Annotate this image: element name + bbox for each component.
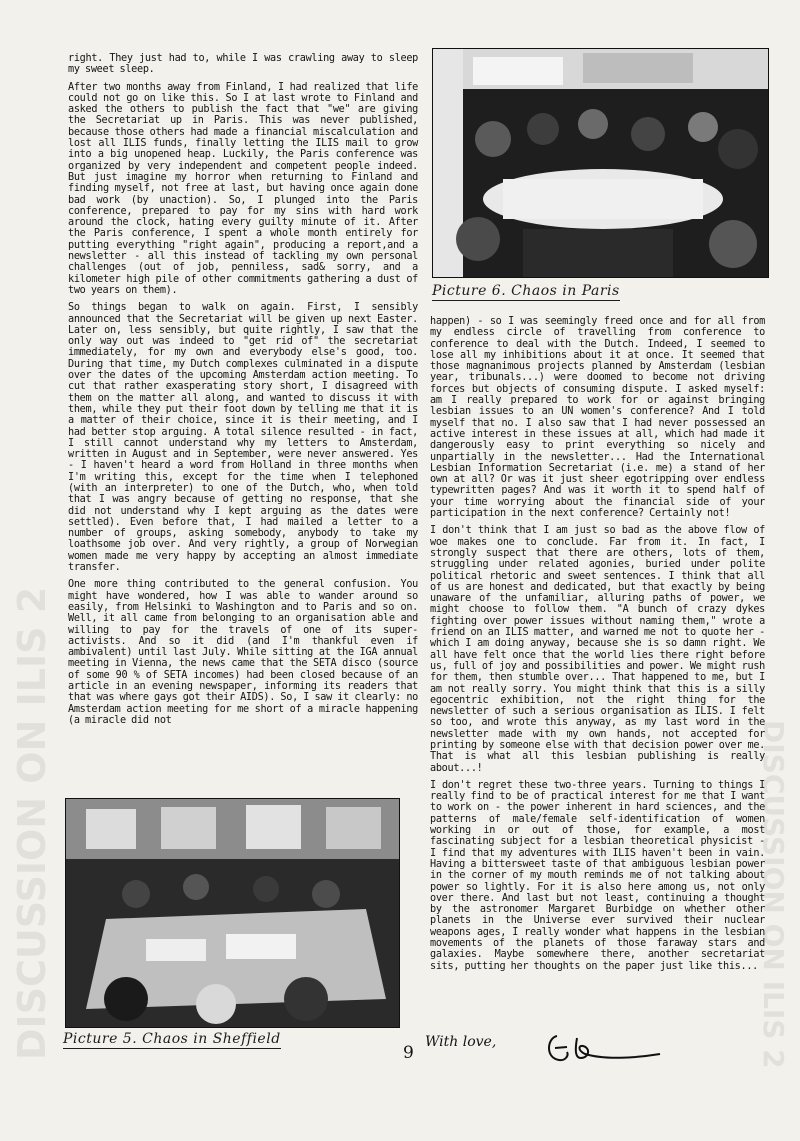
crowd-photo-sheffield — [66, 799, 399, 1027]
handwritten-signature — [545, 1028, 665, 1068]
signoff-text: With love, — [425, 1034, 497, 1050]
right-paragraph-3: I don't regret these two-three years. Turning to things I really find to be of practical interest for me that I want to work on - the power inherent in hard sciences, and the patterns of male/female self-identification of women working in or out of those, for example, a most fascinating subject for a lesbian theoretical physicist - I find that my adventures with ILIS haven't been in vain. Having a bittersweet taste of that ambiguous lesbian power in the corner of my mouth reminds me of not talking about power so lightly. For it is also here among us, not only over there. And last but not least, continuing a thought by the astronomer Margaret Burbidge on whether other planets in the Universe ever survived their nuclear weapons ages, I really wonder what happens in the lesbian movements of the planets of those faraway stars and galaxies. Maybe somewhere there, another secretariat sits, putting her thoughts on the paper just like this... — [430, 779, 765, 972]
picture-6-caption: Picture 6. Chaos in Paris — [432, 283, 620, 299]
bleed-through-left: DISCUSSION ON ILIS 2 — [10, 586, 54, 1060]
left-paragraph-3: So things began to walk on again. First, I sensibly announced that the Secretariat will be given up next Easter. Later on, less sensibly, but quite rightly, I saw that the only way out was indeed to "get rid of" the secretariat immediately, for my own and everybody else's good, too. During that time, my Dutch complexes culminated in a dispute over the dates of the upcoming Amsterdam action meeting. To cut that rather exasperating story short, I disagreed with them on the matter all along, and wanted to discuss it with them, while they put their foot down by telling me that it is a matter of their choice, since it is their meeting, and I had better stop arguing. A total silence resulted - in fact, I still cannot understand why my letters to Amsterdam, written in August and in September, were never answered. Yes - I haven't heard a word from Holland in three months when I'm writing this, except for the time when I telephoned (with an interpreter) to one of the Dutch, who, when told that I was angry because of getting no response, that she did not understand why I kept arguing as the dates were settled). Even before that, I had mailed a letter to a number of groups, asking somebody, anybody to take my loathsome job over. And very rightly, a group of Norwegian women made me very happy by accepting an almost immediate transfer. — [68, 302, 418, 574]
picture-5-caption: Picture 5. Chaos in Sheffield — [63, 1031, 281, 1047]
picture-5-photo — [65, 798, 400, 1028]
right-paragraph-1: happen) - so I was seemingly freed once and for all from my endless circle of travelling from conference to conference to deal with the Dutch. Indeed, I seemed to lose all my inhibitions about it at once. It seemed that those magnanimous projects planned by Amsterdam (lesbian year, tribunals...) were doomed to become not driving forces but objects of consuming dispute. I asked myself: am I really prepared to work for or against bringing lesbian issues to an UN women's conference? And I told myself that no. I also saw that I had never possessed an active interest in these issues at all, which had made it dangerously easy to print everything so nicely and unpartially in the newsletter... Had the International Lesbian Information Secretariat (i.e. me) a stand of her own at all? Or was it just sheer egotripping over endless typewritten pages? And was it worth it to spend half of your time worrying about the financial side of your participation in the next conference? Certainly not! — [430, 316, 765, 520]
crowd-photo-paris — [433, 49, 768, 277]
left-paragraph-2: After two months away from Finland, I had realized that life could not go on like this. So I at last wrote to Finland and asked the others to publish the fact that "we" are giving the Secretariat up in Paris. This was never published, because those others had made a financial miscalculation and lost all ILIS funds, finally letting the ILIS mail to grow into a big unopened heap. Luckily, the Paris conference was organized by very independent and competent people indeed. But just imagine my horror when returning to Finland and finding myself, not free at last, but having once again done bad work (by unaction). So, I plunged into the Paris conference, prepared to pay for my sins with hard work around the clock, hating every guilty minute of it. After the Paris conference, I spent a whole month entirely for putting everything "right again", producing a report,and a newsletter - all this instead of tackling my own personal challenges (out of job, penniless, sad& sorry, and a kilometer high pile of other commitments gathering a dust of two years on them). — [68, 81, 418, 296]
left-paragraph-1: right. They just had to, while I was crawling away to sleep my sweet sleep. — [68, 53, 418, 76]
right-paragraph-2: I don't think that I am just so bad as the above flow of woe makes one to conclude. Far from it. In fact, I strongly suspect that there are others, lots of them, struggling under related agonies, buried under polite political rhetoric and sweet sentences. I think that all of us are honest and dedicated, but that exactly by being unaware of the unfamiliar, alluring paths of power, we might choose to follow them. "A bunch of crazy dykes fighting over power issues without naming them," wrote a friend on an ILIS matter, and warned me not to quote her - which I am doing anyway, because she is so damn right. We all have felt once that the world lies there right before us, full of joy and possibilities and power. We might rush for them, then stumble over... That happened to me, but I am not really sorry. You might think that this is a silly egocentric exhibition, not the right thing for the newsletter of such a serious organisation as ILIS. I felt so too, and wrote this anyway, as my last word in the newsletter made with my own hands, not accepted for printing by someone else with that decision power over me. That is what all this lesbian publishing is really about...! — [430, 525, 765, 774]
right-column — [430, 316, 765, 978]
picture-6-photo — [432, 48, 769, 278]
left-paragraph-4: One more thing contributed to the general confusion. You might have wondered, how I was able to wander around so easily, from Helsinki to Washington and to Paris and so on. Well, it all came from belonging to an organisation able and willing to pay for the travels of one of its super-activists. And so it did (and I'm thankful even if ambivalent) until last July. While sitting at the IGA annual meeting in Vienna, the news came that the SETA disco (source of some 90 % of SETA incomes) had been closed because of an article in an evening newspaper, informing its readers that that was where gays got their AIDS). So, I saw it clearly: no Amsterdam action meeting for me short of a miracle happening (a miracle did not — [68, 579, 418, 726]
bleed-through-right: DISCUSSION ON ILIS 2 — [757, 720, 790, 1069]
page-number: 9 — [403, 1043, 414, 1063]
left-column — [68, 53, 418, 732]
